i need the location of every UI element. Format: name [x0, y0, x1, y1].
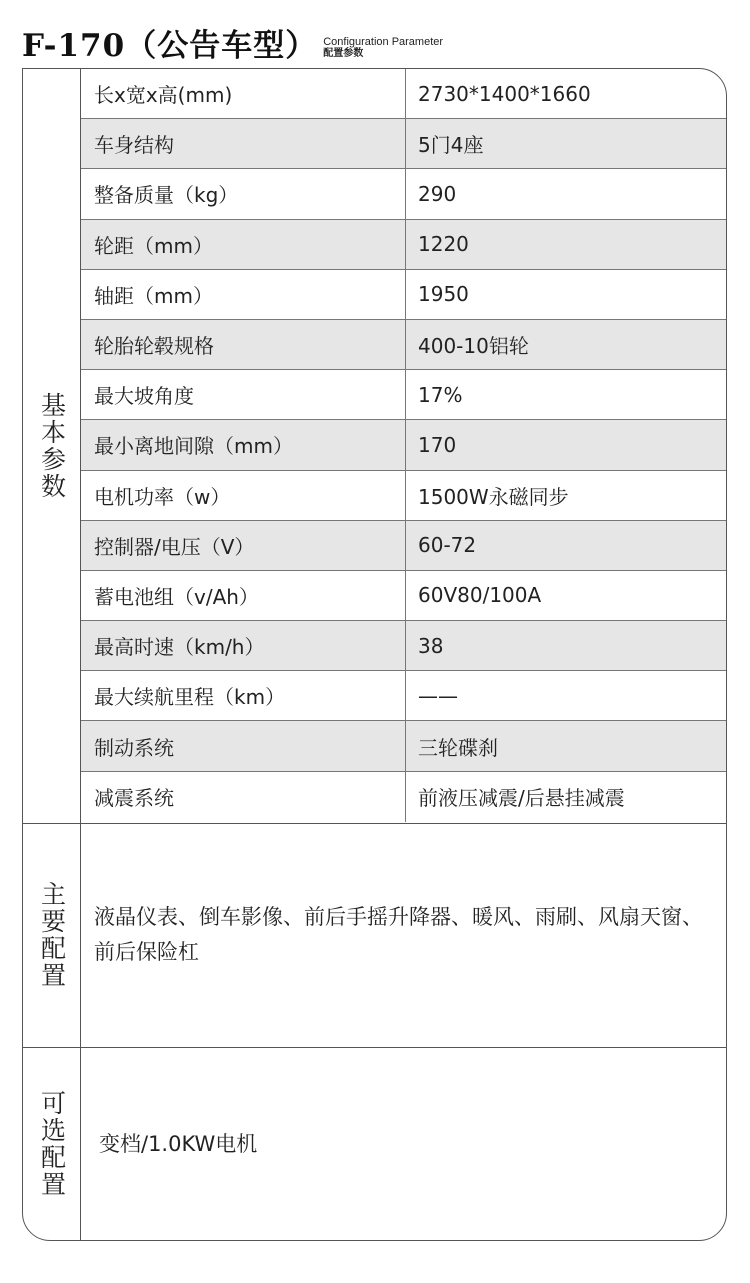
- param-name: 蓄电池组（v/Ah）: [81, 571, 406, 620]
- basic-params-label: 基本参数: [37, 392, 67, 500]
- param-name: 电机功率（w）: [81, 471, 406, 520]
- main-config-content: [81, 823, 726, 1047]
- subtitle: [323, 36, 443, 60]
- main-config-section: [23, 823, 726, 1048]
- table-row: [81, 220, 726, 270]
- param-value: 1950: [418, 282, 469, 307]
- table-row: [81, 169, 726, 219]
- param-name: 整备质量（kg）: [81, 169, 406, 218]
- param-value: 60V80/100A: [418, 583, 542, 608]
- spec-table: [22, 68, 727, 1241]
- param-name: 最高时速（km/h）: [81, 621, 406, 670]
- table-row: [81, 671, 726, 721]
- table-row: [81, 69, 726, 119]
- basic-params-section: [23, 69, 726, 824]
- optional-config-content: [81, 1047, 726, 1241]
- header: [22, 22, 443, 66]
- main-config-text: 液晶仪表、倒车影像、前后手摇升降器、暖风、雨刷、风扇天窗、前后保险杠: [94, 905, 703, 964]
- param-value: 400-10铝轮: [418, 334, 529, 359]
- param-value: 60-72: [418, 533, 477, 558]
- param-name: 长x宽x高(mm): [81, 69, 406, 118]
- optional-config-text: 变档/1.0KW电机: [99, 1131, 258, 1156]
- param-value: 290: [418, 181, 457, 206]
- table-row: [81, 420, 726, 470]
- basic-params-label-cell: [23, 69, 81, 823]
- param-name: 制动系统: [81, 721, 406, 770]
- table-row: [81, 621, 726, 671]
- basic-params-rows: [81, 69, 726, 822]
- param-name: 轴距（mm）: [81, 270, 406, 319]
- param-value: 17%: [418, 382, 463, 407]
- main-config-label-cell: [23, 823, 81, 1047]
- param-value: 1500W永磁同步: [418, 484, 569, 509]
- table-row: [81, 521, 726, 571]
- param-value: 170: [418, 432, 457, 457]
- param-name: 轮胎轮毂规格: [81, 320, 406, 369]
- param-name: 车身结构: [81, 119, 406, 168]
- table-row: [81, 320, 726, 370]
- subtitle-english: Configuration Parameter: [323, 36, 444, 48]
- main-config-label: 主要配置: [37, 881, 67, 989]
- param-value: ——: [418, 683, 458, 708]
- param-name: 最大续航里程（km）: [81, 671, 406, 720]
- table-row: [81, 370, 726, 420]
- param-name: 减震系统: [81, 772, 406, 822]
- param-value: 5门4座: [418, 133, 484, 158]
- table-row: [81, 772, 726, 822]
- optional-config-label: 可选配置: [37, 1090, 67, 1198]
- optional-config-section: [23, 1047, 726, 1241]
- subtitle-chinese: 配置参数: [323, 48, 364, 59]
- param-name: 最小离地间隙（mm）: [81, 420, 406, 469]
- param-name: 控制器/电压（V）: [81, 521, 406, 570]
- table-row: [81, 119, 726, 169]
- param-value: 三轮碟刹: [418, 735, 498, 760]
- param-value: 2730*1400*1660: [418, 81, 591, 106]
- param-name: 最大坡角度: [81, 370, 406, 419]
- table-row: [81, 270, 726, 320]
- table-row: [81, 571, 726, 621]
- param-value: 1220: [418, 232, 469, 257]
- param-value: 前液压减震/后悬挂减震: [418, 786, 625, 811]
- param-name: 轮距（mm）: [81, 220, 406, 269]
- table-row: [81, 471, 726, 521]
- table-row: [81, 721, 726, 771]
- param-value: 38: [418, 633, 444, 658]
- page-title: F-170（公告车型）: [22, 28, 318, 64]
- optional-config-label-cell: [23, 1047, 81, 1241]
